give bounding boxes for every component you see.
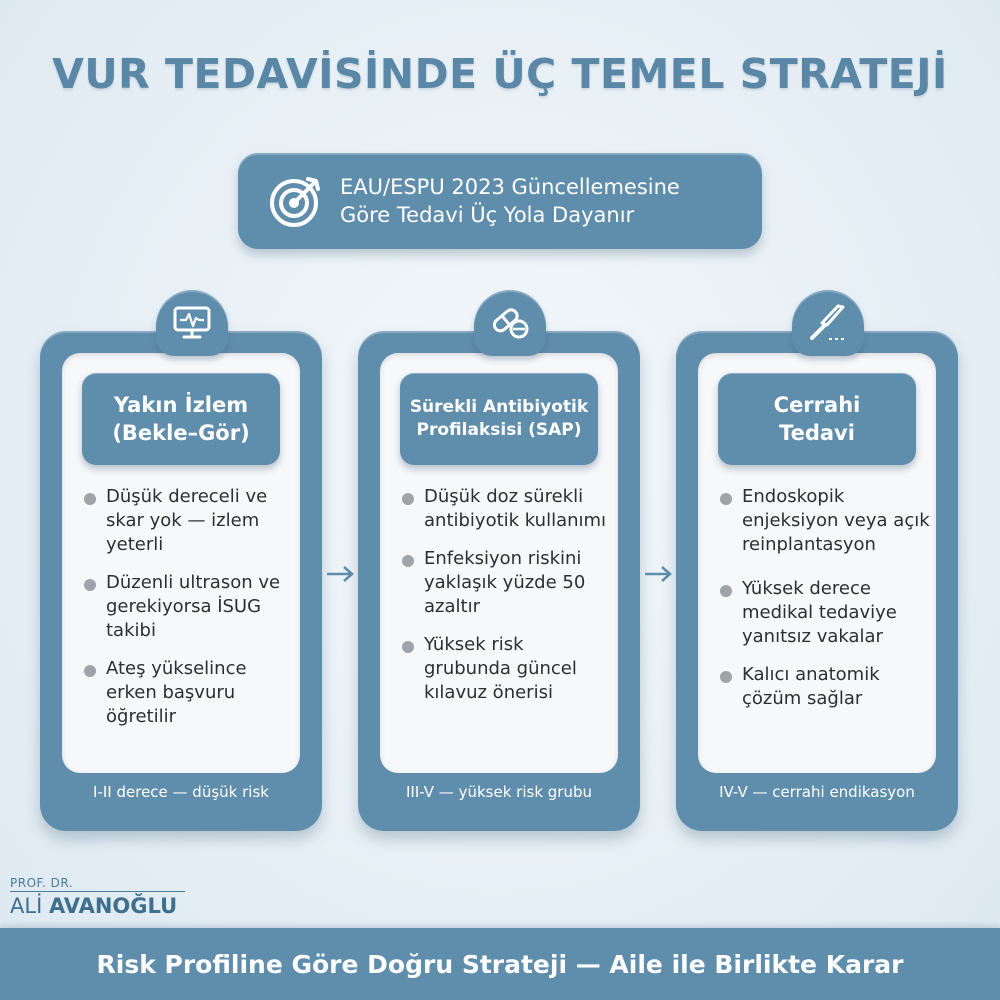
card-2-badge: [474, 290, 546, 356]
list-item: Yüksek derece medikal tedaviye yanıtsız vakalar: [720, 577, 930, 649]
list-item: Düzenli ultrason ve gerekiyorsa İSUG takibi: [84, 571, 294, 643]
monitor-icon: [172, 305, 212, 341]
bullet-list: [720, 485, 930, 725]
card-surgical-treatment: [676, 331, 958, 831]
list-item: Endoskopik enjeksiyon veya açık reinplantasyon: [720, 485, 930, 557]
bullet-list: [84, 485, 294, 743]
banner-text: [340, 173, 680, 229]
logo-divider: [10, 891, 185, 892]
list-item: Enfeksiyon riskini yaklaşık yüzde 50 azaltır: [402, 547, 612, 619]
arrow-right-icon: [325, 564, 355, 584]
card-title-line-2: Profilaksisi (SAP): [416, 420, 582, 440]
list-item: Ateş yükselince erken başvuru öğretilir: [84, 657, 294, 729]
page-title: VUR TEDAVİSİNDE ÜÇ TEMEL STRATEJİ: [52, 50, 948, 98]
banner-line-1: EAU/ESPU 2023 Güncellemesine: [340, 175, 680, 199]
logo-name: [10, 894, 177, 918]
card-body: [62, 353, 300, 773]
card-close-monitoring: [40, 331, 322, 831]
list-item: Kalıcı anatomik çözüm sağlar: [720, 663, 930, 711]
card-footer: IV-V — cerrahi endikasyon: [719, 783, 915, 801]
card-body: [698, 353, 936, 773]
list-item: Yüksek risk grubunda güncel kılavuz önerisi: [402, 633, 612, 705]
target-icon: [268, 173, 324, 229]
logo-first-name: ALİ: [10, 894, 43, 918]
card-title-line-1: Cerrahi: [773, 393, 861, 417]
scalpel-icon: [807, 303, 849, 343]
guideline-banner: [238, 153, 762, 249]
card-title-line-1: Yakın İzlem: [113, 393, 249, 417]
card-3-badge: [792, 290, 864, 356]
card-header: [400, 373, 598, 465]
card-title-line-2: Tedavi: [779, 421, 855, 445]
list-item: Düşük dereceli ve skar yok — izlem yeterli: [84, 485, 294, 557]
card-footer: I-II derece — düşük risk: [93, 783, 269, 801]
pills-icon: [489, 305, 531, 341]
card-header: [718, 373, 916, 465]
bullet-list: [402, 485, 612, 719]
logo-last-name: AVANOĞLU: [48, 894, 178, 918]
card-title-line-1: Sürekli Antibiyotik: [409, 397, 589, 417]
logo-title: PROF. DR.: [10, 876, 74, 890]
card-1-badge: [156, 290, 228, 356]
list-item: Düşük doz sürekli antibiyotik kullanımı: [402, 485, 612, 533]
banner-line-2: Göre Tedavi Üç Yola Dayanır: [340, 203, 635, 227]
arrow-right-icon: [643, 564, 673, 584]
card-footer: III-V — yüksek risk grubu: [406, 783, 592, 801]
card-body: [380, 353, 618, 773]
card-title-line-2: (Bekle–Gör): [112, 421, 250, 445]
bottom-banner: Risk Profiline Göre Doğru Strateji — Aile ile Birlikte Karar: [0, 928, 1000, 1000]
card-header: [82, 373, 280, 465]
card-antibiotic-prophylaxis: [358, 331, 640, 831]
